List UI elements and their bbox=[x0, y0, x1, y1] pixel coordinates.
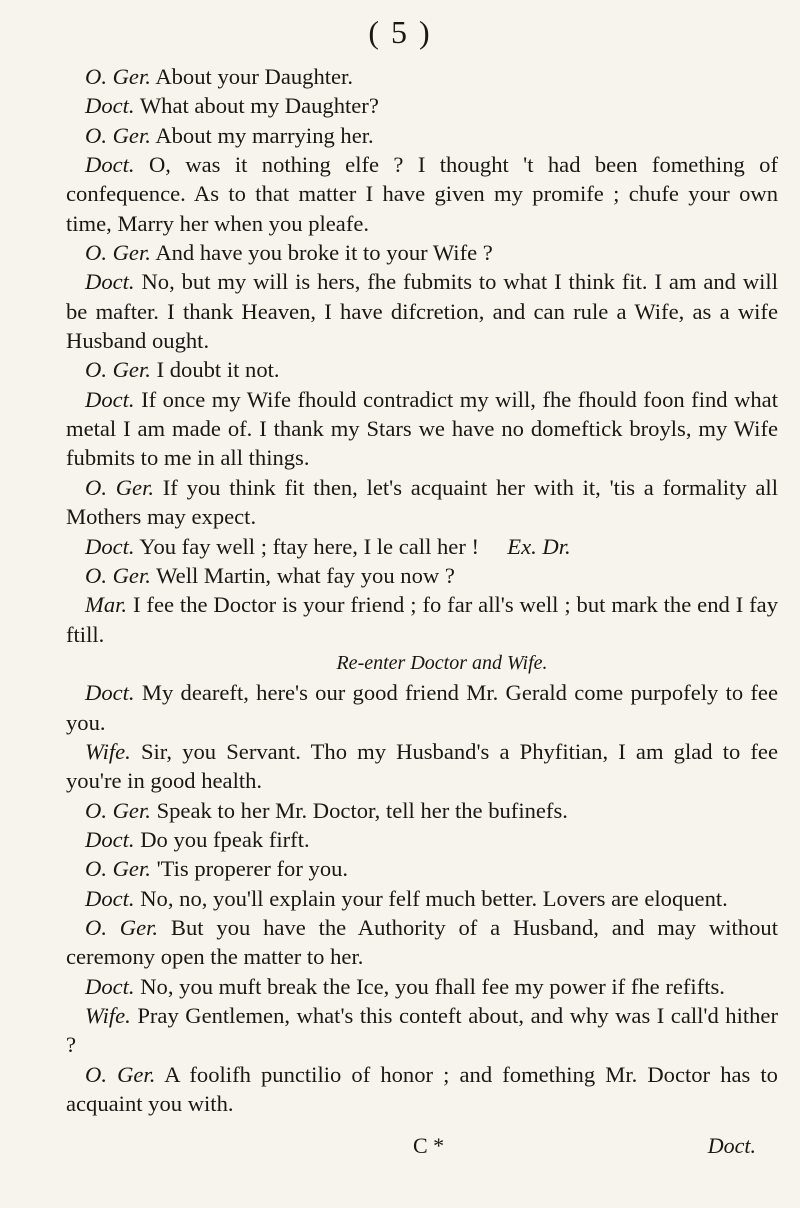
speech-text: You fay well ; ftay here, I le call her ! bbox=[139, 533, 480, 559]
stage-direction: Re-enter Doctor and Wife. bbox=[336, 651, 548, 674]
speaker-name: Doct. bbox=[85, 533, 135, 559]
dialogue-line bbox=[66, 473, 778, 532]
speaker-name: O. Ger. bbox=[85, 474, 155, 500]
speech-text: Pray Gentlemen, what's this conteft about, and why was I call'd hither ? bbox=[66, 1003, 778, 1058]
dialogue-line bbox=[66, 1060, 778, 1119]
speech-text: Well Martin, what fay you now ? bbox=[156, 562, 455, 588]
dialogue-line bbox=[66, 561, 778, 590]
speaker-name: O. Ger. bbox=[85, 797, 151, 823]
speaker-name: Doct. bbox=[85, 386, 135, 412]
speech-text: What about my Daughter? bbox=[139, 93, 379, 119]
dialogue-line bbox=[66, 913, 778, 972]
dialogue-line bbox=[66, 854, 778, 883]
dialogue-line bbox=[66, 972, 778, 1001]
dialogue-line bbox=[66, 678, 778, 737]
speech-text: If once my Wife fhould contradict my will, fhe fhould foon find what metal I am made of. I thank my Stars we have no domeftick broyls, my Wife fubmits to me in all things. bbox=[66, 386, 778, 471]
catchword: Doct. bbox=[707, 1133, 756, 1158]
speaker-name: O. Ger. bbox=[85, 357, 151, 383]
speech-text: About your Daughter. bbox=[155, 64, 353, 89]
speaker-name: Doct. bbox=[85, 93, 135, 119]
speaker-name: Doct. bbox=[85, 680, 135, 706]
speaker-name: O. Ger. bbox=[85, 562, 151, 588]
speech-text: My deareft, here's our good friend Mr. Gerald come purpofely to fee you. bbox=[66, 680, 778, 735]
speaker-name: O. Ger. bbox=[85, 914, 159, 940]
dialogue-line bbox=[66, 385, 778, 473]
speaker-name: Doct. bbox=[85, 885, 135, 911]
speaker-name: O. Ger. bbox=[85, 64, 151, 89]
dialogue-line bbox=[66, 62, 778, 91]
speech-text: I doubt it not. bbox=[156, 357, 280, 383]
dialogue-line bbox=[66, 91, 778, 120]
dialogue-line bbox=[66, 267, 778, 355]
speaker-name: O. Ger. bbox=[85, 856, 151, 882]
signature-mark: C * bbox=[413, 1133, 445, 1158]
speaker-name: Doct. bbox=[85, 826, 135, 852]
speech-text: A foolifh punctilio of honor ; and fomething Mr. Doctor has to acquaint you with. bbox=[66, 1061, 778, 1117]
speaker-name: Doct. bbox=[85, 152, 135, 178]
dialogue-line bbox=[66, 532, 778, 561]
speaker-name: O. Ger. bbox=[85, 1061, 156, 1087]
speech-text: No, no, you'll explain your felf much better. Lovers are eloquent. bbox=[140, 885, 728, 911]
dialogue-line bbox=[66, 150, 778, 238]
dialogue-line bbox=[66, 590, 778, 649]
dialogue-line bbox=[66, 121, 778, 150]
dialogue-line bbox=[66, 737, 778, 796]
page-body bbox=[66, 62, 778, 1118]
speaker-name: O. Ger. bbox=[85, 122, 151, 148]
speech-text: Do you fpeak firft. bbox=[140, 826, 310, 852]
dialogue-line bbox=[66, 238, 778, 267]
speaker-name: Doct. bbox=[85, 973, 135, 999]
speech-text: Sir, you Servant. Tho my Husband's a Phyfitian, I am glad to fee you're in good health. bbox=[66, 738, 778, 794]
speech-text: O, was it nothing elfe ? I thought 't had been fomething of confequence. As to that matter I have given my promife ; chufe your own time, Marry her when you pleafe. bbox=[66, 152, 778, 236]
speech-text: No, you muft break the Ice, you fhall fee my power if fhe refifts. bbox=[140, 973, 725, 999]
speech-text: No, but my will is hers, fhe fubmits to what I think fit. I am and will be mafter. I thank Heaven, I have difcretion, and can rule a Wife, as a wife Husband ought. bbox=[66, 269, 778, 354]
speaker-name: Doct. bbox=[85, 269, 135, 295]
speaker-name: Wife. bbox=[85, 738, 131, 764]
dialogue-line bbox=[66, 355, 778, 384]
speech-text: 'Tis properer for you. bbox=[156, 856, 349, 882]
dialogue-line bbox=[66, 825, 778, 854]
speech-text: Speak to her Mr. Doctor, tell her the bufinefs. bbox=[156, 797, 568, 823]
speaker-name: Wife. bbox=[85, 1003, 131, 1028]
speaker-name: O. Ger. bbox=[85, 240, 151, 266]
speech-text: And have you broke it to your Wife ? bbox=[155, 240, 493, 266]
speech-text: I fee the Doctor is your friend ; fo far all's well ; but mark the end I fay ftill. bbox=[66, 592, 778, 647]
exit-direction: Ex. Dr. bbox=[507, 533, 571, 559]
speaker-name: Mar. bbox=[85, 592, 128, 618]
page-number: ( 5 ) bbox=[368, 14, 432, 50]
dialogue-line bbox=[66, 796, 778, 825]
dialogue-line bbox=[66, 1001, 778, 1060]
speech-text: About my marrying her. bbox=[155, 122, 374, 148]
speech-text: If you think fit then, let's acquaint her with it, 'tis a formality all Mothers may expect. bbox=[66, 474, 778, 530]
dialogue-line bbox=[66, 884, 778, 913]
speech-text: But you have the Authority of a Husband, and may without ceremony open the matter to her. bbox=[66, 914, 778, 970]
page-footer bbox=[66, 1133, 778, 1165]
